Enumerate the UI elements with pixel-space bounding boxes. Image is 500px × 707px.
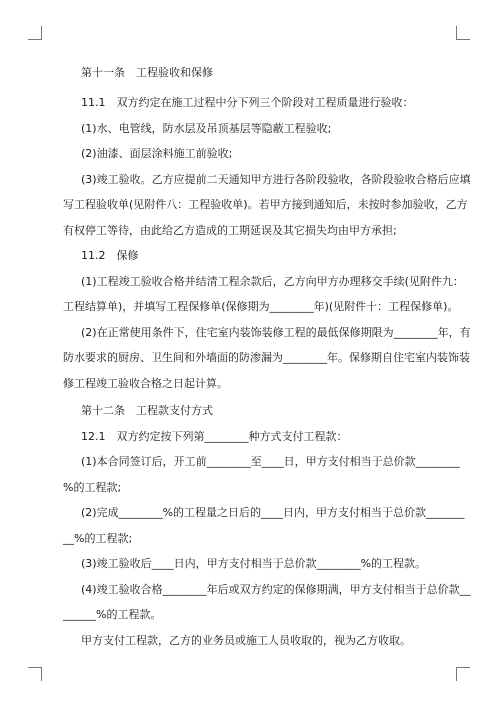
paragraph-line: __%的工程款; — [63, 532, 133, 545]
paragraph-line: 写工程验收单(见附件八：工程验收单)。若甲方接到通知后，未按时参加验收，乙方 — [63, 198, 468, 211]
paragraph-line: 修工程竣工验收合格之日起计算。 — [63, 377, 228, 390]
clause-11-2: 11.2 保修 — [81, 249, 139, 262]
paragraph-line: ______%的工程款。 — [63, 608, 162, 621]
paragraph-line: 防水要求的厨房、卫生间和外墙面的防渗漏为________年。保修期自住宅室内装饰装 — [63, 351, 470, 364]
list-item: (1)水、电管线，防水层及吊顶基层等隐蔽工程验收; — [81, 122, 332, 135]
list-item: (4)竣工验收合格________年后或双方约定的保修期满，甲方支付相当于总价款__ — [81, 583, 471, 596]
list-item: (3)竣工验收后____日内，甲方支付相当于总价款________%的工程款。 — [81, 557, 427, 570]
clause-11-1: 11.1 双方约定在施工过程中分下列三个阶段对工程质量进行验收： — [81, 96, 414, 109]
heading-article-11: 第十一条 工程验收和保修 — [81, 66, 213, 79]
list-item: (2)在正常使用条件下，住宅室内装饰装修工程的最低保修期限为________年，有 — [81, 326, 471, 339]
list-item: (2)完成________%的工程量之日后的____日内，甲方支付相当于总价款_______ — [81, 506, 465, 519]
heading-article-12: 第十二条 工程款支付方式 — [81, 404, 213, 417]
list-item: (1)工程竣工验收合格并结清工程余款后，乙方向甲方办理移交手续(见附件九： — [81, 275, 464, 288]
list-item: (1)本合同签订后，开工前________至____日，甲方支付相当于总价款________ — [81, 455, 460, 468]
paragraph-line: 有权停工等待，由此给乙方造成的工期延误及其它损失均由甲方承担; — [63, 224, 397, 237]
paragraph-line: %的工程款; — [63, 481, 122, 494]
paragraph-line: 工程结算单)，并填写工程保修单(保修期为________年)(见附件十：工程保修单)。 — [63, 300, 459, 313]
paragraph-line: 甲方支付工程款，乙方的业务员或施工人员收取的，视为乙方收取。 — [81, 634, 411, 647]
list-item: (3)竣工验收。乙方应提前二天通知甲方进行各阶段验收，各阶段验收合格后应填 — [81, 173, 471, 186]
list-item: (2)油漆、面层涂料施工前验收; — [81, 147, 233, 160]
clause-12-1: 12.1 双方约定按下列第________种方式支付工程款： — [81, 430, 348, 443]
